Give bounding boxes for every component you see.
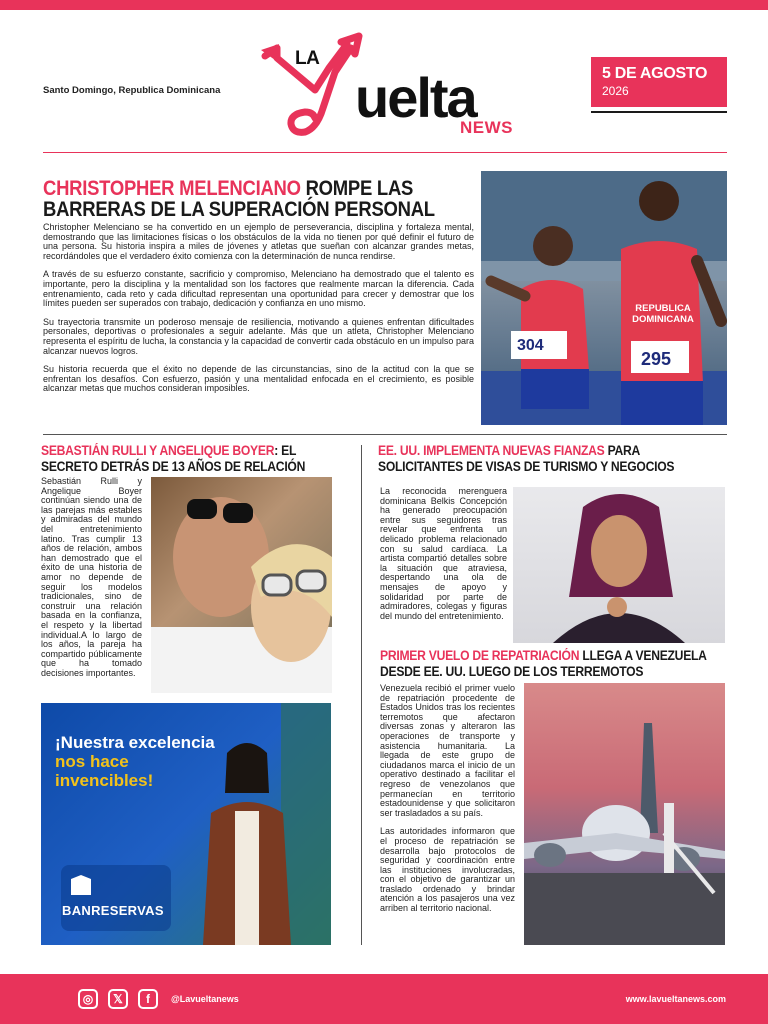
logo-uelta: uelta	[355, 66, 476, 129]
headline-highlight: EE. UU. IMPLEMENTA NUEVAS FIANZAS	[378, 443, 605, 458]
section-divider	[43, 434, 727, 435]
main-story-body	[43, 223, 474, 394]
couple-photo[interactable]	[151, 477, 332, 693]
top-accent-bar	[0, 0, 768, 10]
issue-date-box	[591, 57, 727, 107]
paragraph: A través de su esfuerzo constante, sacrificio y compromiso, Melenciano ha demostrado que el talento es importante, pero la disciplina y la mentalidad son los factores que realmente marcan la diferencia. Cada entrenamiento, cada reto y cada dificultad representan una oportunidad para crecer y demostrar que los límites pueden ser superados con trabajo, dedicación y confianza en uno mismo.	[43, 269, 474, 309]
paragraph: Venezuela recibió el primer vuelo de repatriación procedente de Estados Unidos tras los recientes terremotos que afectaron diversas zonas y alteraron las operaciones de transporte y asistencia humanitaria. La llegada de este grupo de ciudadanos marca el inicio de un operativo destinado a facilitar el regreso de venezolanos que permanecían en territorio estadounidense y que solicitaron ser trasladados a su país.	[380, 683, 515, 818]
dateline-location: Santo Domingo, Republica Dominicana	[43, 85, 221, 96]
masthead-divider	[43, 152, 727, 153]
couple-illustration	[151, 477, 332, 693]
repatriation-headline[interactable]	[380, 648, 722, 679]
jersey-text: REPUBLICA DOMINICANA	[632, 303, 694, 325]
repatriation-body	[380, 684, 515, 914]
ad-slogan-line1: ¡Nuestra excelencia	[55, 733, 215, 752]
airplane-photo[interactable]	[524, 683, 725, 945]
headline-rest: PARA SOLICITANTES DE VISAS DE TURISMO Y NEGOCIOS	[378, 443, 675, 474]
visas-body: La reconocida merenguera dominicana Belkis Concepción ha generado preocupación entre sus seguidores tras revelar que enfrenta un delicado problema relacionado con su salud cardíaca. La artista compartió detalles sobre la situación que atraviesa, despertando una ola de mensajes de apoyo y solidaridad por parte de admiradores, colegas y figuras del mundo del entretenimiento.	[380, 486, 507, 621]
headline-rest: ROMPE LAS BARRERAS DE LA SUPERACIÓN PERSONAL	[43, 177, 435, 221]
issue-date: 5 DE AGOSTO	[602, 65, 708, 82]
facebook-icon[interactable]: f	[138, 989, 158, 1009]
singer-photo[interactable]	[513, 487, 725, 643]
paragraph: Su trayectoria transmite un poderoso mensaje de resiliencia, motivando a quienes enfrentan dificultades personales, deportivas o profesionales a seguir adelante. Más que un atleta, Christopher Melenciano representa el espíritu de lucha, la constancia y la capacidad de convertir cada obstáculo en un impulso para alcanzar nuevos logros.	[43, 316, 474, 356]
rulli-boyer-body: Sebastián Rulli y Angelique Boyer continúan siendo una de las parejas más estables y admiradas del mundo del entretenimiento latino. Tras cumplir 13 años de relación, ambos han demostrado que el éxito de una historia de amor no depende de seguir los modelos tradicionales, sino de construir una relación basada en la confianza, el respeto y la libertad individual.A lo largo de los años, la pareja ha compartido públicamente que ha tomado decisiones importantes.	[41, 476, 142, 678]
athletes-illustration	[481, 171, 727, 425]
logo-la: LA	[295, 48, 320, 69]
social-handle[interactable]: @Lavueltanews	[171, 994, 239, 1004]
logo-news: NEWS	[460, 118, 513, 137]
website-link[interactable]: www.lavueltanews.com	[625, 994, 726, 1004]
headline-highlight: SEBASTIÁN RULLI Y ANGELIQUE BOYER	[41, 443, 275, 458]
airplane-illustration	[524, 683, 725, 945]
headline-highlight: CHRISTOPHER MELENCIANO	[43, 177, 301, 200]
masthead-logo[interactable]	[255, 28, 530, 146]
rulli-boyer-headline[interactable]	[41, 443, 338, 474]
paragraph: Christopher Melenciano se ha convertido en un ejemplo de perseverancia, disciplina y fortaleza mental, demostrando que las limitaciones físicas o los obstáculos de la vida no tienen por qué definir el futuro de una persona. Su historia inspira a miles de jóvenes y atletas que sueñan con alcanzar grandes metas, recordándoles que el verdadero éxito comienza con la determinación de nunca rendirse.	[43, 222, 474, 261]
ad-slogan-line2: nos hace invencibles!	[55, 752, 154, 790]
bib-number-right: 295	[641, 349, 672, 369]
ad-slogan	[55, 733, 215, 790]
issue-year: 2026	[602, 84, 629, 98]
headline-rest: LLEGA A VENEZUELA DESDE EE. UU. LUEGO DE LOS TERREMOTOS	[380, 648, 707, 679]
headline-rest: : EL SECRETO DETRÁS DE 13 AÑOS DE RELACIÓN	[41, 443, 306, 474]
singer-illustration	[513, 487, 725, 643]
athletes-photo[interactable]	[481, 171, 727, 425]
instagram-icon[interactable]: ◎	[78, 989, 98, 1009]
column-divider	[361, 445, 362, 945]
visas-headline[interactable]	[378, 443, 720, 474]
social-links	[78, 989, 158, 1009]
headline-highlight: PRIMER VUELO DE REPATRIACIÓN	[380, 648, 580, 663]
paragraph: Las autoridades informaron que el proceso de repatriación se desarrolla bajo protocolos de seguridad y coordinación entre las instituciones involucradas, con el objetivo de garantizar un traslado ordenado y brindar atención a los pasajeros una vez arriben al territorio nacional.	[380, 826, 515, 914]
ad-brand: BANRESERVAS	[62, 903, 164, 918]
paragraph: Su historia recuerda que el éxito no depende de las circunstancias, sino de la actitud con la que se enfrentan los desafíos. Con esfuerzo, pasión y una mentalidad enfocada en el crecimiento, es posible alcanzar metas que muchos consideran imposibles.	[43, 364, 474, 394]
bib-number-left: 304	[517, 337, 544, 354]
footer-bar	[0, 974, 768, 1024]
main-story-headline[interactable]	[43, 178, 483, 220]
date-underline	[591, 111, 727, 113]
x-icon[interactable]: 𝕏	[108, 989, 128, 1009]
